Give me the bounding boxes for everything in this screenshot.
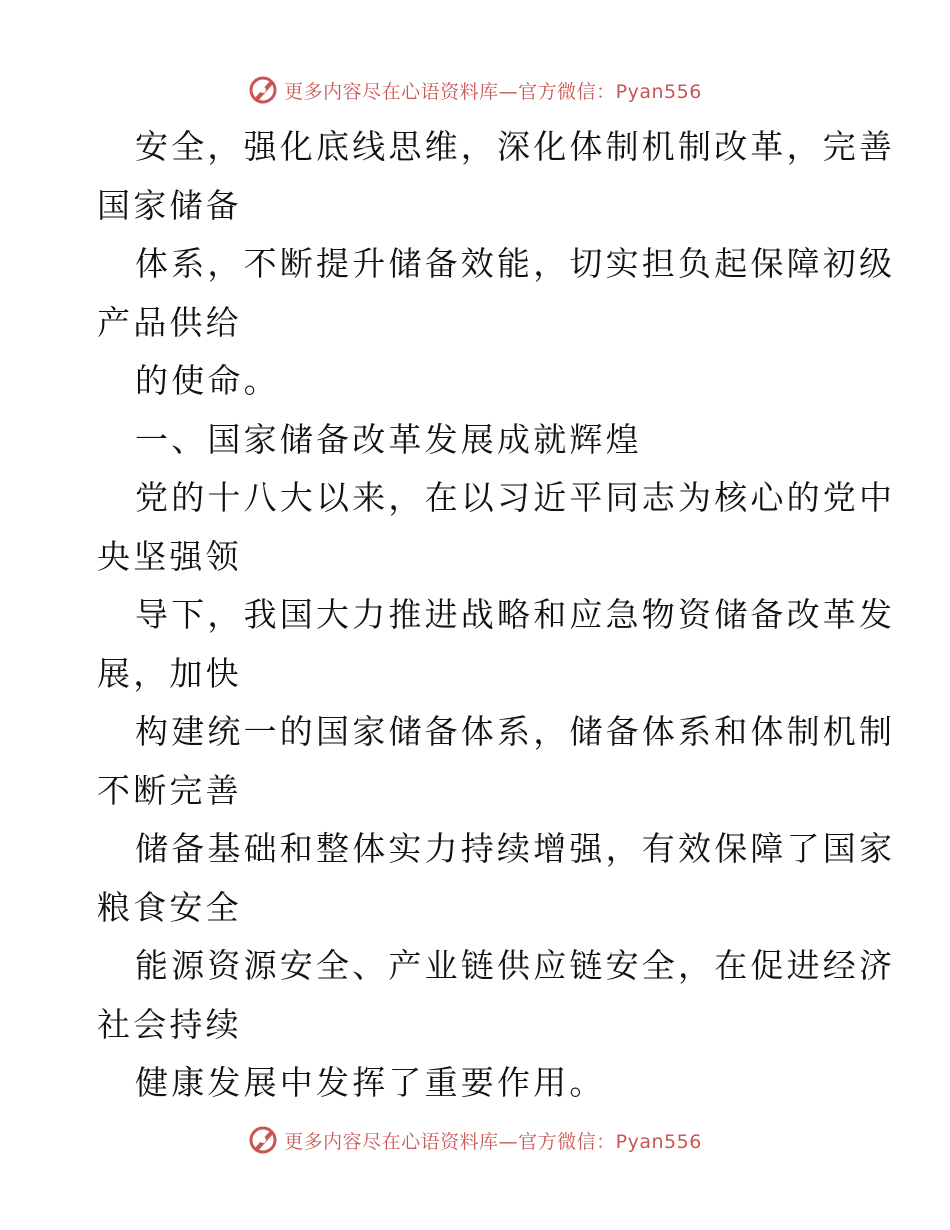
document-body [97, 118, 896, 1113]
section-heading: 一、国家储备改革发展成就辉煌 [135, 419, 642, 459]
text-line: 社会持续 [97, 1004, 242, 1044]
watermark-text: 更多内容尽在心语资料库—官方微信：Pyan556 [284, 1130, 702, 1153]
text-line: 能源资源安全、产业链供应链安全，在促进经济 [135, 946, 896, 985]
text-line: 央坚强领 [97, 536, 242, 576]
text-line: 储备基础和整体实力持续增强，有效保障了国家 [135, 829, 896, 868]
text-line: 展，加快 [97, 653, 242, 693]
watermark-text: 更多内容尽在心语资料库—官方微信：Pyan556 [284, 80, 702, 103]
text-line: 国家储备 [97, 185, 242, 225]
text-line: 导下，我国大力推进战略和应急物资储备改革发 [135, 595, 896, 634]
text-line: 不断完善 [97, 770, 242, 810]
text-line: 产品供给 [97, 302, 242, 342]
text-line: 的使命。 [135, 361, 280, 400]
text-line: 安全，强化底线思维，深化体制机制改革，完善 [135, 127, 896, 166]
text-line: 党的十八大以来，在以习近平同志为核心的党中 [135, 478, 896, 517]
pen-logo-icon [248, 1125, 278, 1155]
text-line: 体系，不断提升储备效能，切实担负起保障初级 [135, 244, 896, 283]
pen-logo-icon [248, 75, 278, 105]
header-watermark [0, 70, 950, 110]
footer-watermark [0, 1120, 950, 1160]
text-line: 构建统一的国家储备体系，储备体系和体制机制 [135, 712, 896, 751]
text-line: 粮食安全 [97, 887, 242, 927]
text-line: 健康发展中发挥了重要作用。 [135, 1063, 606, 1102]
